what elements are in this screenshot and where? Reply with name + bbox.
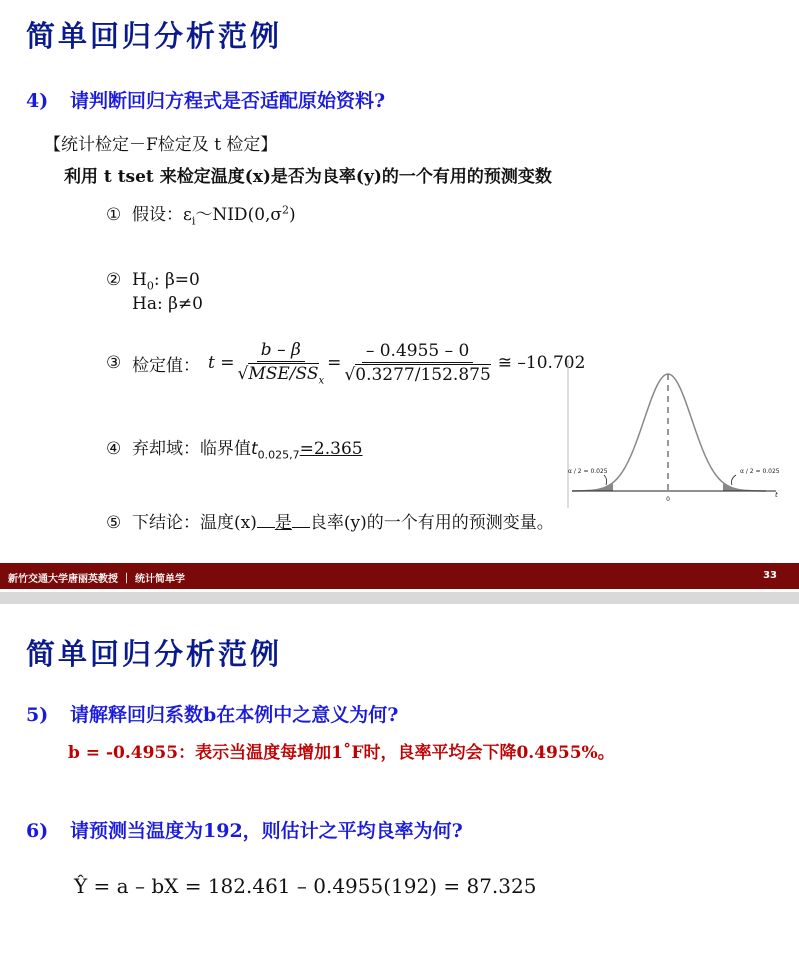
step-1-assumption bbox=[106, 200, 296, 227]
question-number: 6) bbox=[26, 820, 49, 842]
x-tick-zero: 0 bbox=[666, 496, 670, 503]
step-marker: ③ bbox=[106, 353, 122, 374]
step-marker: ⑤ bbox=[106, 513, 122, 533]
step-4-rejection-region bbox=[106, 434, 363, 461]
mse-ss: MSE/SS bbox=[248, 364, 319, 384]
step-label: 检定值： bbox=[132, 355, 200, 376]
equals-sign: = bbox=[327, 353, 342, 374]
conclusion-prefix: 下结论：温度(x) bbox=[132, 513, 257, 533]
step-marker: ④ bbox=[106, 439, 122, 459]
question-text: 请判断回归方程式是否适配原始资料? bbox=[70, 90, 386, 112]
question-text: 请预测当温度为192，则估计之平均良率为何? bbox=[70, 820, 463, 842]
left-pointer-arrow bbox=[604, 475, 607, 485]
alpha-label-left: α / 2 = 0.025 bbox=[568, 468, 608, 475]
denominator-1: $√MSE/SS_x$ bbox=[237, 364, 325, 387]
t-subscript: 0.025,7 bbox=[257, 448, 300, 462]
sigma-sup: 2 bbox=[282, 203, 290, 217]
prediction-equation: Ŷ = a – bX = 182.461 – 0.4955(192) = 87.325 bbox=[74, 874, 537, 898]
answer-5: b = -0.4955：表示当温度每增加1˚F时，良率平均会下降0.4955%。 bbox=[68, 743, 615, 763]
critical-value: =2.365 bbox=[299, 439, 363, 459]
slide-34 bbox=[0, 604, 799, 956]
t-distribution-chart bbox=[566, 360, 799, 510]
denominator-2-value: 0.3277/152.875 bbox=[355, 365, 491, 386]
test-result: ≅ –10.702 bbox=[497, 353, 586, 374]
h0: H bbox=[132, 270, 147, 290]
slide-separator bbox=[0, 592, 799, 604]
question-4 bbox=[26, 86, 385, 113]
question-text: 请解释回归系数b在本例中之意义为何? bbox=[70, 704, 399, 726]
step-label: 假设： bbox=[132, 205, 183, 225]
t-equals: t = bbox=[208, 353, 235, 374]
ss-sub: x bbox=[318, 375, 325, 387]
step-2-hypotheses bbox=[106, 270, 200, 292]
page-number: 33 bbox=[763, 570, 777, 581]
right-pointer-arrow bbox=[732, 475, 737, 485]
footer-author: 新竹交通大学唐丽英教授 ｜ 统计简单学 bbox=[8, 574, 185, 585]
numerator-1: b – β bbox=[257, 340, 305, 362]
slide-title: 简单回归分析范例 bbox=[26, 637, 283, 671]
epsilon: ε bbox=[183, 205, 192, 225]
question-number: 4) bbox=[26, 90, 49, 112]
section-header: 【统计检定－F检定及 t 检定】 bbox=[44, 135, 278, 155]
h0-statement: : β=0 bbox=[153, 270, 200, 290]
x-axis-label: t bbox=[775, 491, 778, 499]
alpha-label-right: α / 2 = 0.025 bbox=[740, 468, 780, 475]
step-marker: ① bbox=[106, 205, 122, 225]
nid: ～NID(0,σ bbox=[195, 205, 283, 225]
blank-line bbox=[257, 526, 275, 528]
epsilon-sub: i bbox=[191, 214, 196, 228]
question-number: 5) bbox=[26, 704, 49, 726]
blank-line bbox=[292, 526, 310, 528]
fraction-1 bbox=[237, 340, 324, 386]
step-label: 弃却域：临界值 bbox=[132, 439, 251, 459]
step-5-conclusion bbox=[106, 508, 554, 533]
ha-statement: Ha: β≠0 bbox=[132, 294, 203, 314]
step-marker: ② bbox=[106, 270, 122, 290]
question-5 bbox=[26, 700, 398, 727]
intro-text: 利用 t tset 来检定温度(x)是否为良率(y)的一个有用的预测变数 bbox=[64, 167, 552, 187]
numerator-2: – 0.4955 – 0 bbox=[362, 341, 474, 363]
question-6 bbox=[26, 816, 463, 843]
fraction-2 bbox=[344, 341, 490, 385]
h0-sub: 0 bbox=[146, 279, 154, 293]
denominator-2: √0.3277/152.875 bbox=[344, 365, 491, 386]
t-symbol: t bbox=[251, 439, 258, 459]
conclusion-suffix: 良率(y)的一个有用的预测变量。 bbox=[309, 513, 554, 533]
close-paren: ) bbox=[289, 205, 296, 225]
conclusion-answer: 是 bbox=[274, 513, 292, 533]
slide-title: 简单回归分析范例 bbox=[26, 19, 283, 53]
footer-bar bbox=[0, 563, 799, 589]
step-3-test-value bbox=[106, 340, 585, 386]
